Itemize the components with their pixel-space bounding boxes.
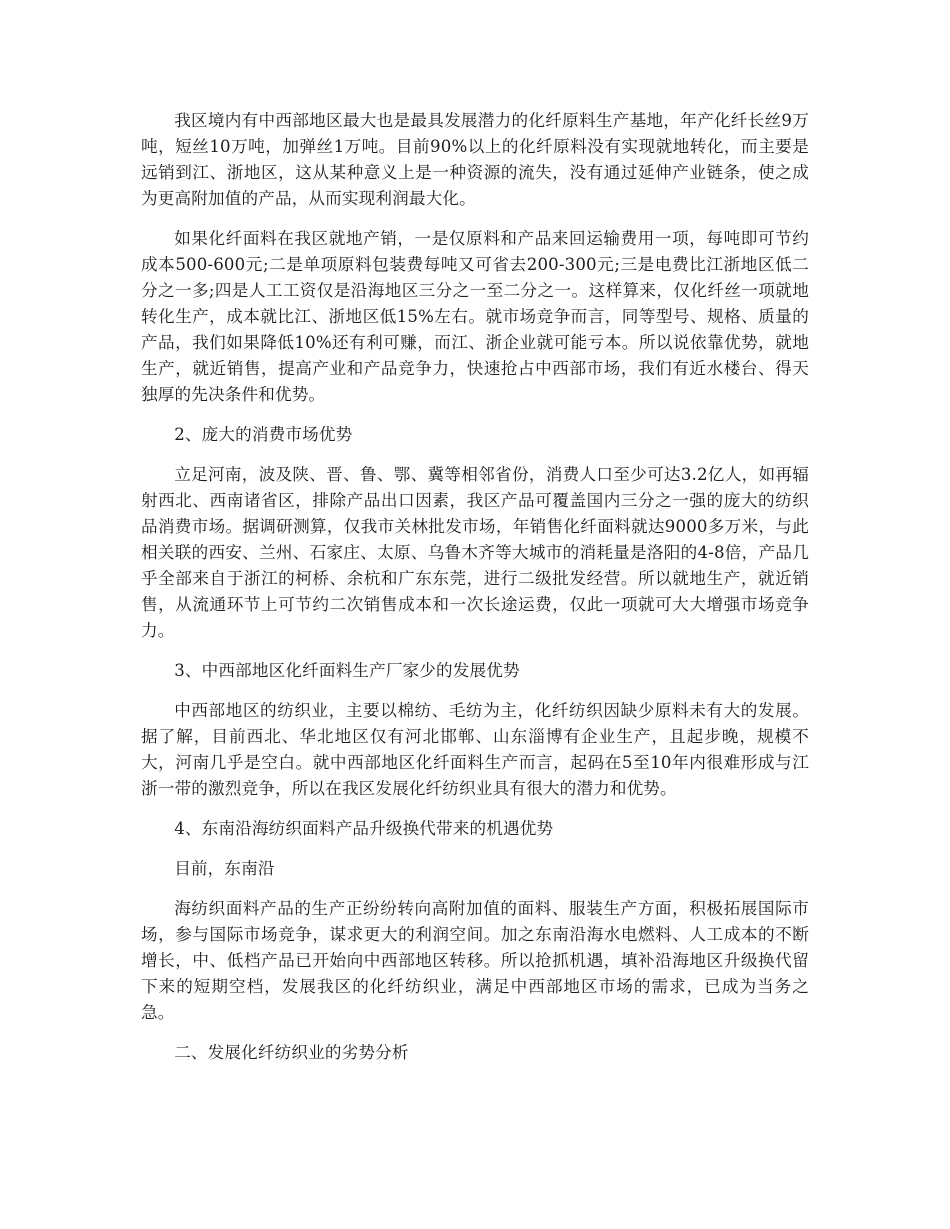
paragraph-few-manufacturers: 中西部地区的纺织业，主要以棉纺、毛纺为主，化纤纺织因缺少原料未有大的发展。据了解，目前西北、华北地区仅有河北邯郸、山东淄博有企业生产，且起步晚，规模不大，河南几乎是空白。就中西部地区化纤面料生产而言，起码在5至10年内很难形成与江浙一带的激烈竞争，所以在我区发展化纤纺织业具有很大的潜力和优势。 — [141, 701, 809, 798]
paragraph-local-production-cost: 如果化纤面料在我区就地产销，一是仅原料和产品来回运输费用一项，每吨即可节约成本500-600元;二是单项原料包装费每吨又可省去200-300元;三是电费比江浙地区低二分之一多;四是人工工资仅是沿海地区三分之一至二分之一。这样算来，仅化纤丝一项就地转化生产，成本就比江、浙地区低15%左右。就市场竞争而言，同等型号、规格、质量的产品，我们如果降低10%还有利可赚，而江、浙企业就可能亏本。所以说依靠优势，就地生产，就近销售，提高产业和产品竞争力，快速抢占中西部市场，我们有近水楼台、得天独厚的先决条件和优势。 — [141, 229, 809, 404]
document-body — [141, 108, 809, 1080]
heading-disadvantage-analysis: 二、发展化纤纺织业的劣势分析 — [174, 1043, 409, 1062]
paragraph-consumer-market: 立足河南，波及陕、晋、鲁、鄂、冀等相邻省份，消费人口至少可达3.2亿人，如再辐射西北、西南诸省区，排除产品出口因素，我区产品可覆盖国内三分之一强的庞大的纺织品消费市场。据调研测算，仅我市关林批发市场，年销售化纤面料就达9000多万米，与此相关联的西安、兰州、石家庄、太原、乌鲁木齐等大城市的消耗量是洛阳的4-8倍，产品几乎全部来自于浙江的柯桥、余杭和广东东莞，进行二级批发经营。所以就地生产，就近销售，从流通环节上可节约二次销售成本和一次长途运费，仅此一项就可大大增强市场竞争力。 — [141, 465, 809, 640]
paragraph-coastal-upgrade: 海纺织面料产品的生产正纷纷转向高附加值的面料、服装生产方面，积极拓展国际市场，参与国际市场竞争，谋求更大的利润空间。加之东南沿海水电燃料、人工成本的不断增长，中、低档产品已开始向中西部地区转移。所以抢抓机遇，填补沿海地区升级换代留下来的短期空档，发展我区的化纤纺织业，满足中西部地区市场的需求，已成为当务之急。 — [141, 899, 809, 1022]
paragraph-raw-material-base: 我区境内有中西部地区最大也是最具发展潜力的化纤原料生产基地，年产化纤长丝9万吨，短丝10万吨，加弹丝1万吨。目前90%以上的化纤原料没有实现就地转化，而主要是远销到江、浙地区，这从某种意义上是一种资源的流失，没有通过延伸产业链条，使之成为更高附加值的产品，从而实现利润最大化。 — [141, 111, 809, 208]
heading-few-manufacturers-advantage: 3、中西部地区化纤面料生产厂家少的发展优势 — [174, 661, 520, 680]
heading-consumer-market-advantage: 2、庞大的消费市场优势 — [174, 425, 353, 444]
heading-coastal-upgrade-opportunity: 4、东南沿海纺织面料产品升级换代带来的机遇优势 — [174, 819, 554, 838]
paragraph-fragment-currently: 目前，东南沿 — [174, 859, 275, 878]
